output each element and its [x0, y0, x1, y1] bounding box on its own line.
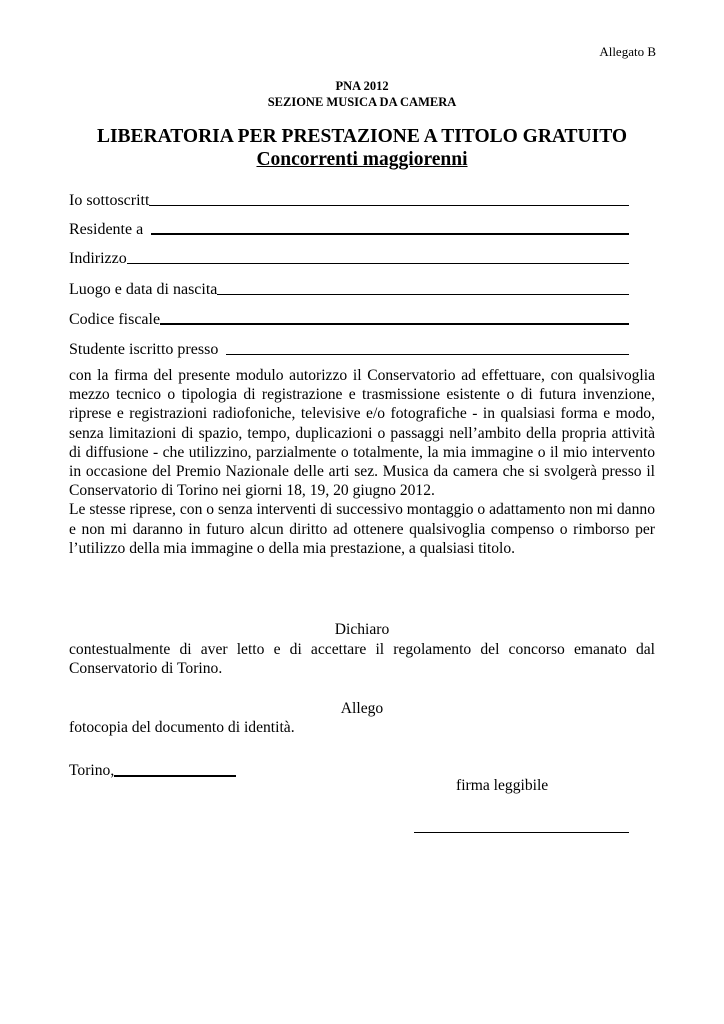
field-name[interactable]: [69, 188, 629, 210]
field-tax-code-line[interactable]: [160, 323, 629, 325]
field-name-line[interactable]: [149, 205, 629, 206]
field-address-label: Indirizzo: [69, 250, 127, 267]
field-residence-label: Residente a: [69, 221, 144, 238]
authorization-paragraph: con la firma del presente modulo autorizzo il Conservatorio ad effettuare, con qualsivoglia mezzo tecnico o tipologia di registrazione e trasmissione esistente o di futura invenzione, riprese e registrazioni radiofoniche, televisive e/o fotografiche - in qualsiasi forma e modo, senza limitazioni di spazio, tempo, duplicazioni o passaggi nell’ambito della propria attività di diffusione - che utilizzino, parzialmente o totalmente, la mia immagine o il mio intervento in occasione del Premio Nazionale delle arti sez. Musica da camera che si svolgerà presso il Conservatorio di Torino nei giorni 18, 19, 20 giugno 2012.: [69, 367, 655, 500]
field-school[interactable]: [69, 337, 629, 359]
field-birth-label: Luogo e data di nascita: [69, 281, 218, 298]
signature-line[interactable]: [414, 832, 629, 833]
field-residence[interactable]: [69, 217, 629, 239]
field-address[interactable]: [69, 246, 629, 268]
header-line-2: SEZIONE MUSICA DA CAMERA: [267, 95, 457, 109]
field-school-label: Studente iscritto presso: [69, 341, 219, 358]
field-address-line[interactable]: [127, 263, 629, 264]
place-date-field[interactable]: [69, 760, 236, 780]
annex-label: Allegato B: [599, 44, 656, 59]
rights-paragraph: Le stesse riprese, con o senza interventi di successivo montaggio o adattamento non mi danno e non mi daranno in futuro alcun diritto ad ottenere qualsivoglia compenso o rimborso per l’utilizzo della mia immagine o della mia prestazione, a qualsiasi titolo.: [69, 501, 655, 557]
authorization-text: [69, 366, 655, 558]
attach-text: fotocopia del documento di identità.: [69, 719, 295, 736]
field-tax-code-label: Codice fiscale: [69, 311, 161, 328]
place-label: Torino,: [69, 762, 115, 779]
field-residence-line[interactable]: [151, 233, 629, 235]
field-birth-line[interactable]: [217, 294, 629, 295]
declare-text: contestualmente di aver letto e di accettare il regolamento del concorso emanato dal Conservatorio di Torino.: [69, 641, 655, 678]
field-tax-code[interactable]: [69, 307, 629, 329]
document-subtitle: Concorrenti maggiorenni: [256, 149, 468, 170]
declare-heading: Dichiaro: [334, 621, 390, 638]
date-line[interactable]: [114, 775, 236, 777]
attach-heading: Allego: [340, 700, 384, 717]
document-title: LIBERATORIA PER PRESTAZIONE A TITOLO GRATUITO: [96, 126, 628, 147]
header-line-1: PNA 2012: [335, 79, 389, 93]
field-birth[interactable]: [69, 277, 629, 299]
declare-block: [69, 640, 655, 678]
field-name-label: Io sottoscritt: [69, 192, 150, 209]
field-school-line[interactable]: [226, 354, 629, 355]
signature-label: firma leggibile: [456, 777, 549, 794]
